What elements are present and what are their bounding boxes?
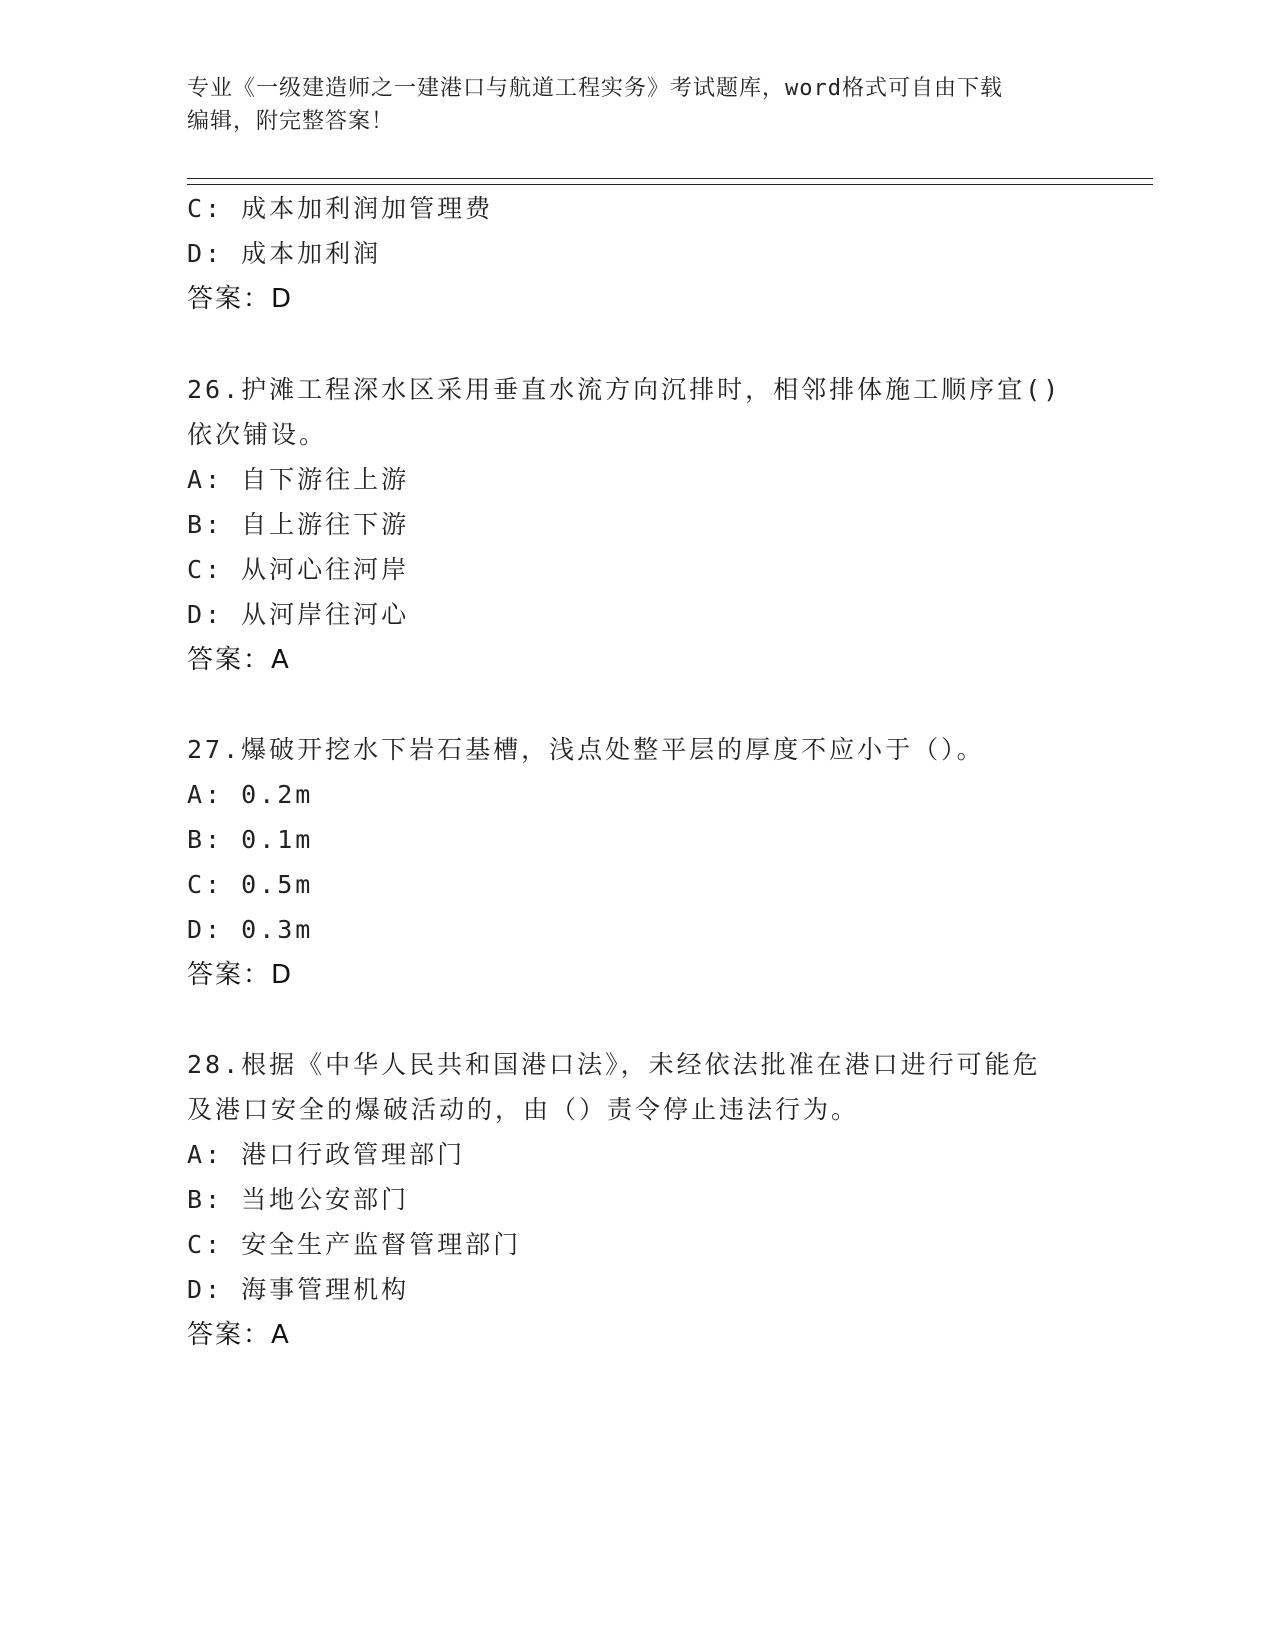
q27-option-b: B: 0.1m [187, 825, 314, 854]
q26-option-b: B: 自上游往下游 [187, 510, 410, 539]
q26-option-c: C: 从河心往河岸 [187, 555, 410, 584]
q28-option-b: B: 当地公安部门 [187, 1185, 410, 1214]
q27-answer: 答案：D [187, 960, 294, 990]
q26-stem-line-1: 26.护滩工程深水区采用垂直水流方向沉排时，相邻排体施工顺序宜() [187, 375, 1062, 404]
q28-option-a: A: 港口行政管理部门 [187, 1140, 466, 1169]
q25-answer: 答案：D [187, 284, 294, 314]
q26-option-d: D: 从河岸往河心 [187, 600, 410, 629]
q25-option-c: C: 成本加利润加管理费 [187, 194, 494, 223]
q26-option-a: A: 自下游往上游 [187, 465, 410, 494]
q27-option-a: A: 0.2m [187, 780, 314, 809]
q28-answer: 答案：A [187, 1320, 291, 1350]
header-divider-top [187, 178, 1153, 179]
q25-option-d: D: 成本加利润 [187, 239, 382, 268]
q27-stem-line-1: 27.爆破开挖水下岩石基槽，浅点处整平层的厚度不应小于（）。 [187, 735, 985, 764]
q26-answer: 答案：A [187, 645, 291, 675]
q27-option-c: C: 0.5m [187, 870, 314, 899]
q26-stem-line-2: 依次铺设。 [187, 420, 328, 449]
header-line-2: 编辑，附完整答案！ [187, 109, 395, 134]
q28-stem-line-2: 及港口安全的爆破活动的，由（）责令停止违法行为。 [187, 1095, 860, 1124]
q28-stem-line-1: 28.根据《中华人民共和国港口法》，未经依法批准在港口进行可能危 [187, 1050, 1041, 1079]
q27-option-d: D: 0.3m [187, 915, 314, 944]
header-line-1: 专业《一级建造师之一建港口与航道工程实务》考试题库，word格式可自由下载 [187, 76, 1003, 101]
header-divider-bottom [187, 184, 1153, 185]
document-header [187, 72, 1067, 138]
q28-option-d: D: 海事管理机构 [187, 1275, 410, 1304]
q28-option-c: C: 安全生产监督管理部门 [187, 1230, 522, 1259]
